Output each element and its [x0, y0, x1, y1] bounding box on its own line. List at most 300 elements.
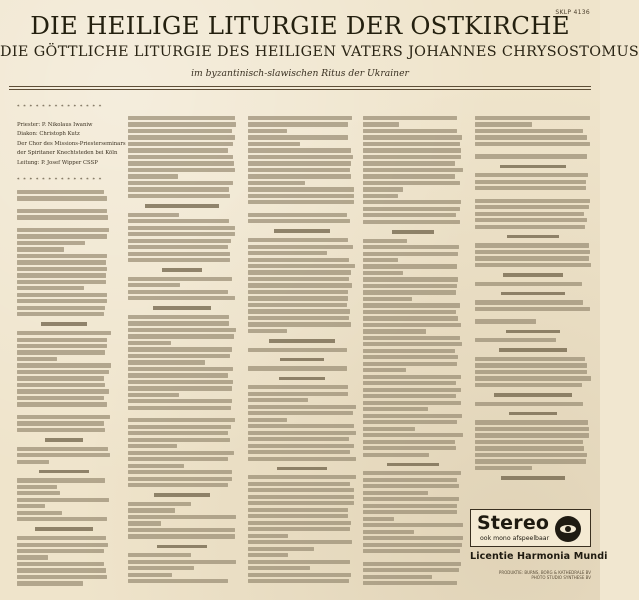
text-line: [248, 521, 351, 525]
text-line: [363, 362, 457, 366]
text-line: [475, 363, 587, 367]
text-line: [248, 264, 355, 268]
text-line: [248, 424, 354, 428]
text-line: [501, 292, 565, 296]
text-line: [475, 376, 591, 380]
text-line: [17, 581, 83, 585]
text-line: [248, 213, 347, 217]
text-line: [363, 174, 455, 178]
text-line: [248, 283, 352, 287]
text-line: [248, 200, 354, 204]
text-line: [248, 277, 349, 281]
text-line: [128, 187, 229, 191]
text-line: [248, 207, 356, 213]
text-line: [128, 122, 236, 126]
star-divider-bottom: * * * * * * * * * * * * * *: [17, 177, 103, 183]
text-line: [363, 342, 462, 346]
text-line: [17, 228, 109, 232]
text-line: [475, 116, 590, 120]
text-line: [248, 174, 351, 178]
text-line: [363, 116, 457, 120]
text-line: [363, 420, 457, 424]
text-line: [17, 331, 111, 335]
printer-line-2: PHOTO STUDIO SYNTHESE BV: [531, 575, 591, 580]
text-line: [45, 438, 83, 442]
text-line: [363, 181, 460, 185]
text-line: [17, 286, 84, 290]
text-line: [248, 258, 349, 262]
text-line: [248, 495, 354, 499]
text-line: [363, 368, 406, 372]
text-line: [128, 334, 234, 338]
text-line: [363, 543, 462, 547]
text-line: [17, 402, 107, 406]
album-title: DIE HEILIGE LITURGIE DER OSTKIRCHE: [30, 11, 570, 40]
text-line: [363, 536, 463, 540]
text-line: [279, 377, 325, 381]
text-line: [128, 360, 205, 364]
text-line: [475, 383, 582, 387]
text-line: [153, 306, 211, 310]
text-line: [128, 232, 235, 236]
text-line: [274, 229, 331, 233]
text-line: [475, 300, 583, 304]
text-line: [363, 142, 460, 146]
liturgy-text-column-4: [363, 116, 463, 592]
text-line: [363, 433, 463, 437]
text-line: [248, 560, 350, 564]
text-line: [363, 394, 456, 398]
text-line: [128, 296, 235, 300]
text-line: [363, 310, 456, 314]
liturgy-text-column-3: [248, 116, 356, 592]
text-line: [248, 316, 349, 320]
rite-caption: im byzantinisch-slawischen Ritus der Ukrainer: [191, 68, 409, 79]
text-line: [17, 421, 104, 425]
text-line: [500, 165, 565, 169]
text-line: [157, 545, 207, 549]
text-line: [363, 381, 456, 385]
text-line: [128, 579, 228, 583]
text-line: [248, 527, 350, 531]
text-line: [475, 212, 584, 216]
text-line: [475, 180, 586, 184]
text-line: [363, 297, 412, 301]
text-line: [475, 122, 532, 126]
text-line: [128, 219, 229, 223]
text-line: [248, 251, 327, 255]
text-line: [248, 457, 356, 461]
text-line: [128, 245, 228, 249]
text-line: [475, 357, 585, 361]
text-line: [475, 402, 583, 406]
text-line: [363, 497, 459, 501]
text-line: [363, 484, 459, 488]
text-line: [475, 218, 587, 222]
text-line: [17, 299, 107, 303]
text-line: [128, 373, 228, 377]
text-line: [509, 412, 557, 416]
text-line: [501, 476, 565, 480]
text-line: [475, 338, 556, 342]
text-line: [507, 235, 558, 239]
text-line: [363, 523, 463, 527]
text-line: [475, 427, 589, 431]
text-line: [17, 396, 104, 400]
text-line: [128, 483, 228, 487]
text-line: [17, 453, 110, 457]
text-line: [248, 450, 350, 454]
text-line: [128, 444, 177, 448]
text-line: [17, 491, 60, 495]
text-line: [128, 457, 228, 461]
text-line: [17, 267, 107, 271]
text-line: [17, 575, 107, 579]
text-line: [128, 321, 229, 325]
text-line: [363, 407, 428, 411]
text-line: [128, 252, 230, 256]
text-line: [17, 562, 104, 566]
text-line: [128, 431, 228, 435]
text-line: [363, 200, 461, 204]
header-rule: [9, 86, 591, 87]
text-line: [128, 347, 232, 351]
text-line: [248, 348, 347, 352]
text-line: [475, 243, 589, 247]
text-line: [475, 433, 589, 437]
text-line: [363, 491, 428, 495]
text-line: [363, 349, 455, 353]
text-line: [475, 446, 584, 450]
text-line: [475, 225, 585, 229]
text-line: [17, 543, 108, 547]
text-line: [17, 254, 107, 258]
text-line: [248, 579, 349, 583]
text-line: [17, 517, 107, 521]
text-line: [363, 568, 459, 572]
text-line: [128, 406, 231, 410]
text-line: [128, 155, 233, 159]
text-line: [248, 514, 348, 518]
text-line: [17, 383, 105, 387]
text-line: [475, 173, 588, 177]
text-line: [128, 315, 229, 319]
text-line: [475, 154, 587, 158]
text-line: [475, 250, 590, 254]
text-line: [248, 116, 352, 120]
text-line: [363, 220, 460, 224]
text-line: [128, 161, 234, 165]
text-line: [17, 338, 107, 342]
text-line: [145, 204, 219, 208]
text-line: [128, 515, 236, 519]
text-line: [17, 498, 109, 502]
text-line: [248, 142, 300, 146]
text-line: [475, 282, 582, 286]
text-line: [248, 411, 353, 415]
liturgy-text-column-2: [128, 116, 236, 592]
text-line: [39, 470, 90, 474]
text-line: [17, 209, 107, 213]
text-line: [35, 527, 93, 531]
text-line: [248, 405, 356, 409]
text-line: [248, 181, 305, 185]
text-line: [248, 366, 347, 370]
text-line: [363, 264, 457, 268]
text-line: [363, 375, 461, 379]
text-line: [17, 344, 107, 348]
license-notice: Licentie Harmonia Mundi: [470, 551, 608, 562]
text-line: [363, 562, 461, 566]
text-line: [17, 234, 107, 238]
text-line: [363, 401, 461, 405]
text-line: [363, 155, 461, 159]
text-line: [475, 319, 536, 323]
text-line: [17, 485, 57, 489]
text-line: [17, 389, 109, 393]
text-line: [248, 418, 287, 422]
text-line: [17, 460, 49, 464]
text-line: [499, 348, 567, 352]
text-line: [248, 553, 288, 557]
text-line: [248, 155, 353, 159]
text-line: [363, 277, 458, 281]
text-line: [128, 528, 235, 532]
text-line: [17, 357, 57, 361]
text-line: [363, 323, 461, 327]
text-line: [248, 475, 356, 479]
text-line: [17, 350, 105, 354]
text-line: [17, 415, 110, 419]
text-line: [128, 451, 234, 455]
text-line: [248, 238, 348, 242]
text-line: [475, 459, 586, 463]
text-line: [128, 566, 194, 570]
text-line: [363, 478, 457, 482]
text-line: [128, 148, 228, 152]
text-line: [128, 283, 180, 287]
text-line: [363, 440, 455, 444]
text-line: [248, 245, 353, 249]
text-line: [280, 358, 325, 362]
text-line: [17, 306, 105, 310]
text-line: [128, 534, 235, 538]
text-line: [41, 322, 87, 326]
text-line: [128, 174, 178, 178]
text-line: [17, 428, 105, 432]
text-line: [392, 230, 434, 234]
text-line: [17, 241, 85, 245]
text-line: [128, 367, 233, 371]
text-line: [387, 463, 438, 467]
text-line: [248, 148, 351, 152]
text-line: [128, 116, 235, 120]
text-line: [128, 502, 191, 506]
text-line: [248, 547, 314, 551]
text-line: [17, 293, 107, 297]
text-line: [475, 440, 583, 444]
text-line: [17, 511, 62, 515]
text-line: [248, 392, 348, 396]
text-line: [128, 438, 230, 442]
text-line: [17, 478, 105, 482]
text-line: [248, 296, 348, 300]
text-line: [128, 258, 230, 262]
text-line: [475, 263, 591, 267]
text-line: [363, 388, 461, 392]
text-line: [363, 245, 459, 249]
text-line: [363, 556, 463, 562]
text-line: [248, 270, 351, 274]
text-line: [17, 549, 104, 553]
text-line: [363, 290, 456, 294]
text-line: [248, 161, 351, 165]
text-line: [17, 363, 111, 367]
eye-logo-icon: [555, 516, 581, 542]
text-line: [128, 194, 230, 198]
text-line: [128, 354, 230, 358]
credit-choir-location: der Spiritaner Knechtsteden bei Köln: [17, 150, 118, 157]
text-line: [363, 271, 403, 275]
text-line: [128, 418, 235, 422]
text-line: [128, 573, 172, 577]
text-line: [128, 393, 179, 397]
text-line: [363, 355, 458, 359]
text-line: [363, 316, 458, 320]
text-line: [128, 277, 232, 281]
text-line: [363, 453, 429, 457]
text-line: [17, 568, 106, 572]
text-line: [503, 273, 562, 277]
text-line: [475, 466, 532, 470]
text-line: [475, 256, 589, 260]
text-line: [17, 370, 109, 374]
text-line: [248, 444, 354, 448]
text-line: [506, 330, 560, 334]
text-line: [17, 409, 111, 415]
text-line: [363, 168, 463, 172]
text-line: [363, 414, 462, 418]
text-line: [248, 573, 351, 577]
text-line: [128, 142, 233, 146]
text-line: [128, 553, 191, 557]
text-line: [128, 386, 232, 390]
text-line: [17, 273, 106, 277]
text-line: [17, 504, 45, 508]
text-line: [475, 186, 586, 190]
text-line: [363, 471, 461, 475]
text-line: [363, 284, 457, 288]
star-divider-top: * * * * * * * * * * * * * *: [17, 104, 103, 110]
text-line: [248, 122, 348, 126]
text-line: [363, 581, 457, 585]
text-line: [128, 341, 171, 345]
text-line: [363, 258, 398, 262]
text-line: [248, 385, 348, 389]
catalog-number: SKLP 4136: [555, 9, 590, 16]
text-line: [363, 161, 455, 165]
text-line: [475, 370, 587, 374]
text-line: [17, 260, 106, 264]
text-line: [363, 252, 458, 256]
text-line: [128, 470, 232, 474]
text-line: [269, 339, 335, 343]
text-line: [363, 303, 460, 307]
text-line: [248, 309, 350, 313]
credit-priest: Priester: P. Nikolaus Iwaniw: [17, 122, 93, 128]
text-line: [128, 560, 236, 564]
text-line: [128, 425, 231, 429]
text-line: [154, 493, 210, 497]
text-line: [128, 399, 232, 403]
text-line: [363, 187, 403, 191]
text-line: [363, 129, 457, 133]
text-line: [128, 508, 175, 512]
liturgy-text-column-5: [475, 116, 591, 504]
text-line: [248, 135, 348, 139]
text-line: [128, 135, 235, 139]
text-line: [248, 303, 347, 307]
text-line: [475, 135, 587, 139]
text-line: [363, 336, 460, 340]
text-line: [248, 187, 354, 191]
text-line: [248, 437, 349, 441]
text-line: [363, 530, 414, 534]
credit-director: Leitung: P. Josef Wipper CSSP: [17, 159, 98, 166]
stereo-label: Stereo: [477, 512, 550, 534]
text-line: [363, 446, 456, 450]
text-line: [248, 566, 310, 570]
text-line: [363, 504, 457, 508]
credit-choir: Der Chor des Missions-Priesterseminars: [17, 140, 126, 147]
text-line: [475, 205, 589, 209]
text-line: [128, 129, 232, 133]
text-line: [363, 510, 457, 514]
text-line: [128, 477, 232, 481]
text-line: [475, 453, 587, 457]
text-line: [128, 226, 235, 230]
text-line: [17, 196, 107, 200]
text-line: [128, 521, 161, 525]
text-line: [363, 122, 399, 126]
text-line: [248, 168, 350, 172]
text-line: [17, 376, 104, 380]
text-line: [475, 199, 590, 203]
text-line: [128, 168, 235, 172]
text-line: [128, 181, 233, 185]
credit-deacon: Diakon: Christoph Kutz: [17, 131, 80, 138]
text-line: [363, 207, 460, 211]
text-line: [475, 129, 583, 133]
text-line: [475, 420, 588, 424]
text-line: [363, 213, 456, 217]
text-line: [17, 215, 108, 219]
text-line: [128, 328, 236, 332]
printer-line-1: PRODUKTIE: BURNS, BORG & KATHEDRALE BV: [498, 570, 591, 575]
text-line: [128, 380, 233, 384]
text-line: [17, 190, 104, 194]
text-line: [248, 501, 354, 505]
text-line: [17, 447, 108, 451]
text-line: [128, 239, 231, 243]
text-line: [128, 290, 228, 294]
text-line: [248, 482, 350, 486]
text-line: [248, 398, 308, 402]
text-line: [17, 247, 64, 251]
text-line: [248, 534, 288, 538]
text-line: [363, 549, 460, 553]
text-line: [248, 488, 354, 492]
